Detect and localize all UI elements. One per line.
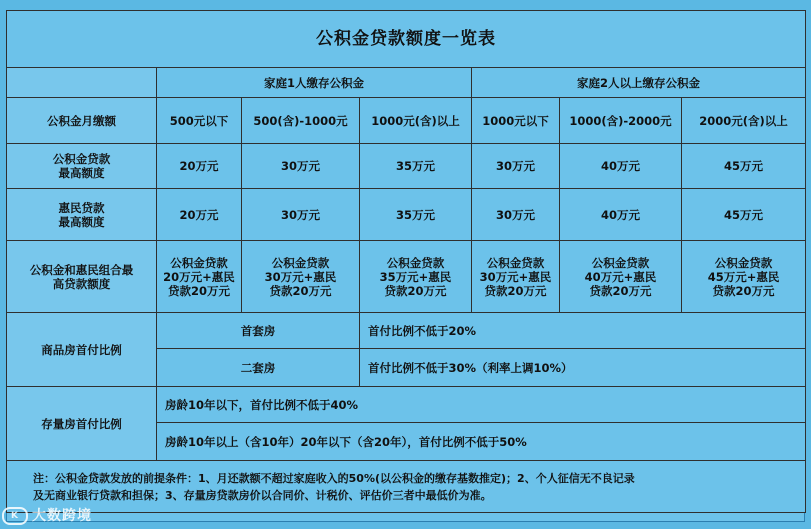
loan-quota-table — [6, 10, 806, 513]
row-label-line: 公积金和惠民组合最 — [29, 262, 134, 277]
commercial-first-value: 首付比例不低于20% — [360, 313, 806, 349]
cell-hm-max: 35万元 — [360, 189, 472, 241]
row-label-line: 最高额度 — [58, 214, 105, 229]
existing-line2: 房龄10年以上（含10年）20年以下（含20年），首付比例不低于50% — [157, 423, 806, 461]
cell-monthly: 500元以下 — [157, 98, 242, 144]
combo-line: 公积金贷款 — [386, 255, 445, 270]
cell-gjj-max: 30万元 — [472, 144, 560, 189]
cell-hm-max: 30万元 — [472, 189, 560, 241]
group-header-one-person: 家庭1人缴存公积金 — [157, 68, 472, 98]
corner-cell — [7, 68, 157, 98]
cell-gjj-max: 35万元 — [360, 144, 472, 189]
combo-line: 贷款20万元 — [712, 283, 775, 298]
watermark — [2, 505, 92, 525]
combo-line: 45万元+惠民 — [707, 269, 780, 284]
cell-gjj-max: 30万元 — [242, 144, 360, 189]
combo-line: 40万元+惠民 — [584, 269, 657, 284]
combo-line: 贷款20万元 — [167, 283, 230, 298]
row-label-monthly: 公积金月缴额 — [7, 98, 157, 144]
cell-hm-max: 45万元 — [682, 189, 806, 241]
row-label-line: 公积金贷款 — [52, 152, 111, 166]
cell-combo — [157, 241, 242, 313]
footnote — [7, 461, 806, 513]
footnote-line: 及无商业银行贷款和担保；3、存量房贷款房价以合同价、计税价、评估价三者中最低价为准。 — [33, 488, 492, 502]
row-label-gjj-max — [7, 144, 157, 189]
row-label-hm-max — [7, 189, 157, 241]
group-header-two-plus: 家庭2人以上缴存公积金 — [472, 68, 806, 98]
commercial-first-label: 首套房 — [157, 313, 360, 349]
cell-hm-max: 20万元 — [157, 189, 242, 241]
cell-monthly: 2000元(含)以上 — [682, 98, 806, 144]
cell-combo — [560, 241, 682, 313]
cell-gjj-max: 40万元 — [560, 144, 682, 189]
cell-combo — [682, 241, 806, 313]
cell-monthly: 500(含)-1000元 — [242, 98, 360, 144]
combo-line: 公积金贷款 — [714, 255, 773, 270]
combo-line: 30万元+惠民 — [264, 269, 337, 284]
table-title: 公积金贷款额度一览表 — [7, 11, 806, 68]
watermark-text: 大数跨境 — [32, 508, 92, 524]
footnote-line: 注：公积金贷款发放的前提条件：1、月还款额不超过家庭收入的50%(以公积金的缴存基数推定)；2、个人征信无不良记录 — [33, 471, 635, 485]
watermark-logo-icon: K — [2, 507, 28, 525]
commercial-second-label: 二套房 — [157, 349, 360, 387]
cell-monthly: 1000元以下 — [472, 98, 560, 144]
cell-combo — [242, 241, 360, 313]
cell-monthly: 1000(含)-2000元 — [560, 98, 682, 144]
combo-line: 贷款20万元 — [384, 283, 447, 298]
cell-combo — [472, 241, 560, 313]
cell-hm-max: 30万元 — [242, 189, 360, 241]
combo-line: 公积金贷款 — [271, 255, 330, 270]
cell-combo — [360, 241, 472, 313]
combo-line: 贷款20万元 — [589, 283, 652, 298]
commercial-second-value: 首付比例不低于30%（利率上调10%） — [360, 349, 806, 387]
row-label-existing: 存量房首付比例 — [7, 387, 157, 461]
combo-line: 公积金贷款 — [486, 255, 545, 270]
combo-line: 30万元+惠民 — [479, 269, 552, 284]
row-label-line: 最高额度 — [58, 166, 105, 180]
row-label-line: 惠民贷款 — [58, 200, 105, 215]
existing-line1: 房龄10年以下，首付比例不低于40% — [157, 387, 806, 423]
row-label-combo — [7, 241, 157, 313]
combo-line: 20万元+惠民 — [163, 269, 235, 284]
cell-gjj-max: 45万元 — [682, 144, 806, 189]
row-label-commercial: 商品房首付比例 — [7, 313, 157, 387]
combo-line: 公积金贷款 — [170, 255, 228, 270]
combo-line: 贷款20万元 — [269, 283, 332, 298]
cell-gjj-max: 20万元 — [157, 144, 242, 189]
cell-monthly: 1000元(含)以上 — [360, 98, 472, 144]
combo-line: 贷款20万元 — [484, 283, 547, 298]
combo-line: 35万元+惠民 — [379, 269, 452, 284]
row-label-line: 高贷款额度 — [52, 276, 111, 291]
cell-hm-max: 40万元 — [560, 189, 682, 241]
combo-line: 公积金贷款 — [591, 255, 650, 270]
